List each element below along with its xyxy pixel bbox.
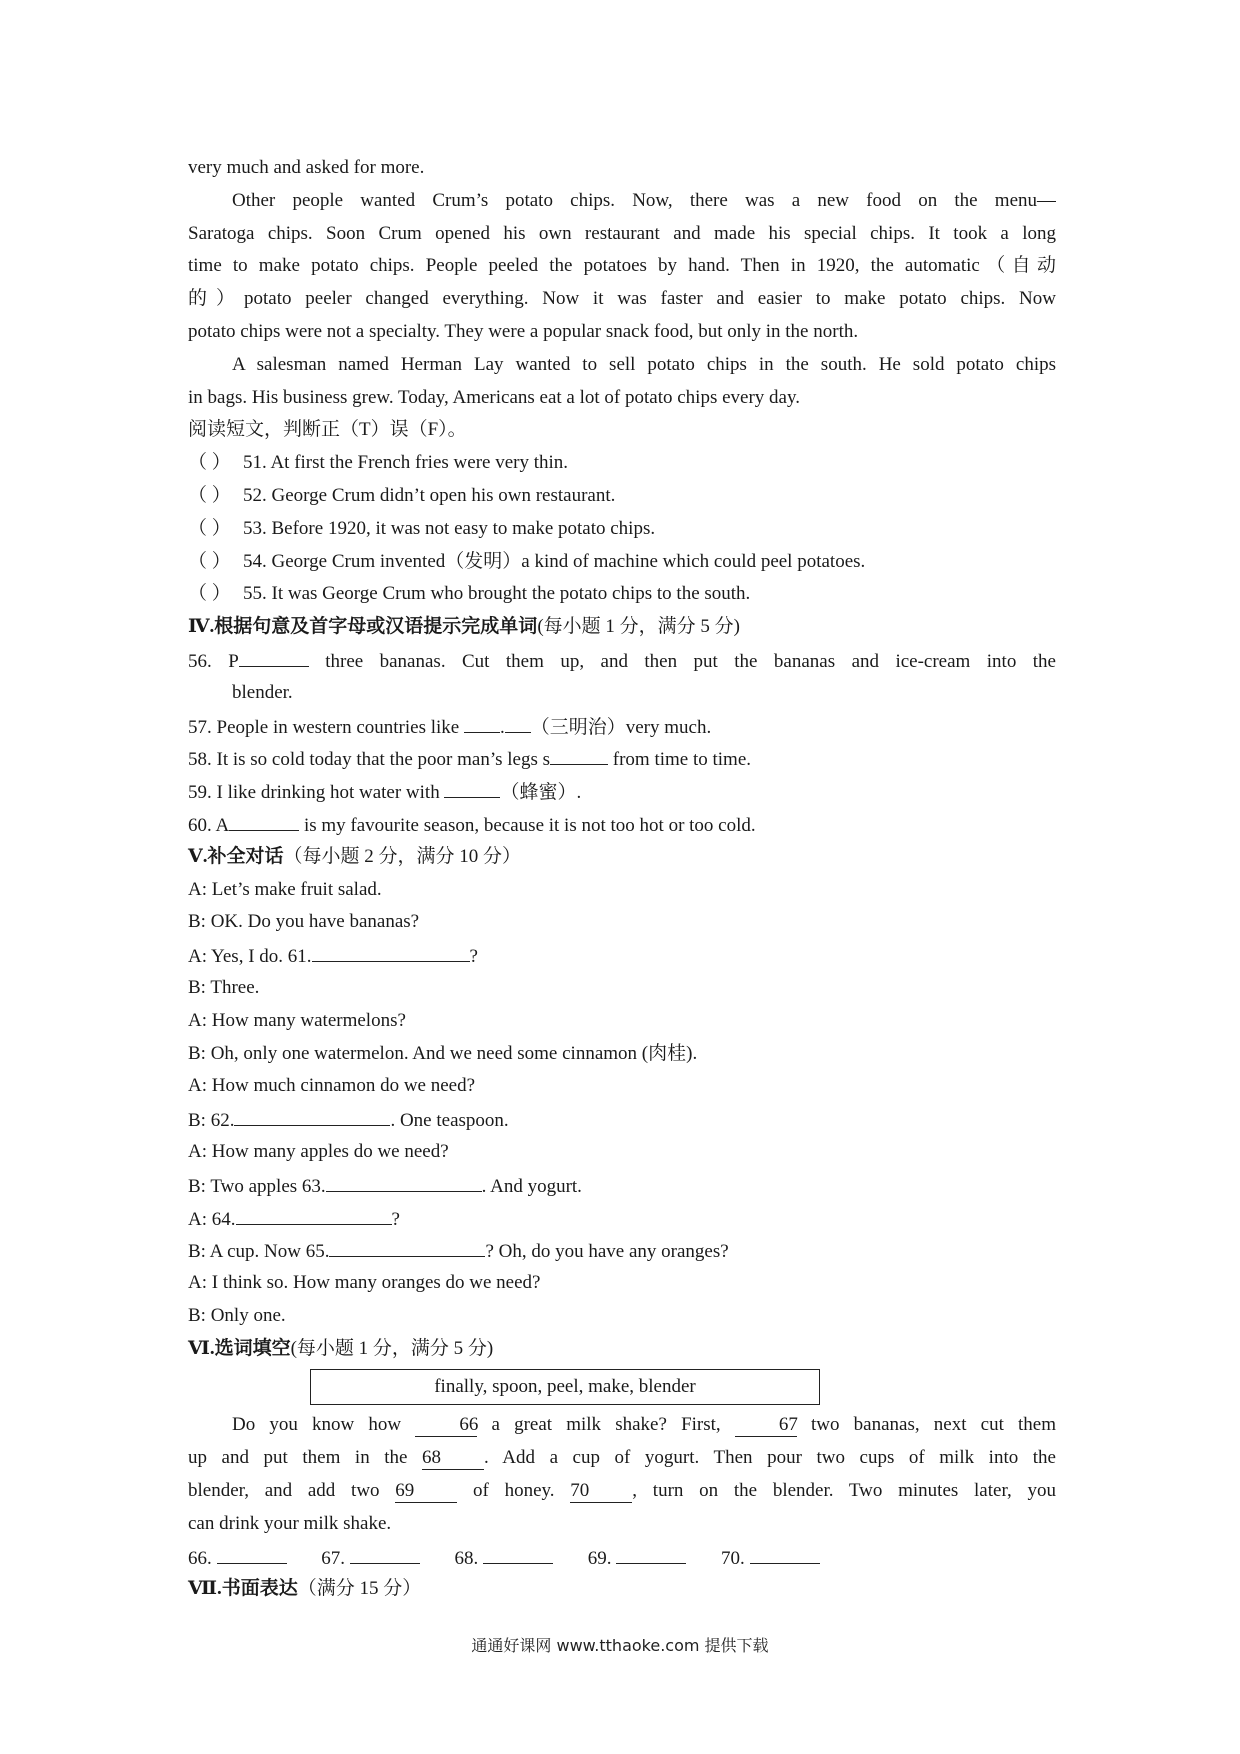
- tf-item: [188, 578, 1056, 611]
- passage-line: Other people wanted Crum’s potato chips. Now, there was a new food on the menu—: [232, 189, 1056, 211]
- question-56-cont: blender.: [232, 681, 293, 703]
- tf-question: 55. It was George Crum who brought the potato chips to the south.: [243, 583, 751, 605]
- answer-blank[interactable]: [217, 1541, 287, 1564]
- cloze-blank-67[interactable]: 67: [735, 1414, 797, 1437]
- cloze-line: [188, 1409, 1056, 1442]
- dialogue-text: ? Oh, do you have any oranges?: [485, 1241, 729, 1263]
- dialogue-text: ?: [391, 1208, 400, 1230]
- cloze-blank-69[interactable]: 69: [395, 1480, 457, 1503]
- tf-item: [188, 513, 1056, 546]
- dialogue-text: ?: [469, 946, 478, 968]
- dialogue-line: [188, 1202, 1056, 1235]
- dialogue-line: A: I think so. How many oranges do we need?: [188, 1272, 541, 1294]
- tf-item: [188, 447, 1056, 480]
- dialogue-line: B: Oh, only one watermelon. And we need some cinnamon (肉桂).: [188, 1042, 698, 1064]
- answer-blank[interactable]: [239, 644, 309, 667]
- question-60: [188, 808, 1056, 841]
- word-bank-box: finally, spoon, peel, make, blender: [310, 1369, 820, 1405]
- section-title: Ⅶ.书面表达: [188, 1578, 298, 1600]
- tf-instruction: 阅读短文，判断正（T）误（F）。: [188, 419, 467, 441]
- answer-blank[interactable]: [444, 775, 500, 798]
- dialogue-line: B: Only one.: [188, 1304, 286, 1326]
- answer-number: 66.: [188, 1547, 212, 1569]
- dialogue-line: A: How many apples do we need?: [188, 1140, 449, 1162]
- cloze-text: of honey.: [457, 1480, 571, 1502]
- dialogue-line: A: How many watermelons?: [188, 1009, 406, 1031]
- tf-item: [188, 546, 1056, 579]
- section-title: Ⅵ.选词填空: [188, 1337, 291, 1359]
- cloze-text: a great milk shake? First,: [477, 1414, 735, 1436]
- answer-blank[interactable]: [329, 1234, 485, 1257]
- passage-line: Saratoga chips. Soon Crum opened his own restaurant and made his special chips. It took a long: [188, 222, 1056, 244]
- dialogue-line: B: Three.: [188, 976, 260, 998]
- answer-blank[interactable]: [326, 1169, 482, 1192]
- answer-item: [721, 1541, 820, 1576]
- tf-question: 53. Before 1920, it was not easy to make potato chips.: [243, 517, 656, 539]
- answer-blank[interactable]: [350, 1541, 420, 1564]
- answer-paren[interactable]: （ ）: [188, 484, 231, 506]
- answer-blank[interactable]: [229, 808, 299, 831]
- section-heading: [188, 611, 1056, 644]
- question-56: [188, 644, 1056, 677]
- answer-blank[interactable]: [616, 1541, 686, 1564]
- cloze-blank-66[interactable]: 66: [415, 1414, 477, 1437]
- question-text: is my favourite season, because it is not too hot or too cold.: [299, 814, 756, 836]
- question-59: [188, 775, 1056, 808]
- tf-item: [188, 480, 1056, 513]
- section-note: （每小题 2 分，满分 10 分）: [283, 845, 522, 867]
- cloze-line: [188, 1442, 1056, 1475]
- answer-blank[interactable]: [234, 1103, 390, 1126]
- question-text: 58. It is so cold today that the poor man’s legs s: [188, 749, 551, 771]
- dialogue-text: A: Yes, I do. 61.: [188, 946, 312, 968]
- question-text: 57. People in western countries like: [188, 716, 464, 738]
- section-title: Ⅴ.补全对话: [188, 845, 284, 867]
- dialogue-text: B: A cup. Now 65.: [188, 1241, 330, 1263]
- section-heading: [188, 1573, 1056, 1606]
- cloze-text: blender, and add two: [188, 1480, 396, 1502]
- answer-paren[interactable]: （ ）: [188, 583, 231, 605]
- dialogue-line: A: How much cinnamon do we need?: [188, 1075, 476, 1097]
- question-text: 59. I like drinking hot water with: [188, 782, 445, 804]
- passage-line: potato chips were not a specialty. They were a popular snack food, but only in the north.: [188, 320, 859, 342]
- cloze-text: . Add a cup of yogurt. Then pour two cups of milk into the: [484, 1447, 1056, 1469]
- answer-paren[interactable]: （ ）: [188, 452, 231, 474]
- section-note: (每小题 1 分，满分 5 分): [537, 616, 740, 638]
- question-text: 56. P: [188, 650, 239, 672]
- dialogue-text: . One teaspoon.: [390, 1110, 509, 1132]
- dialogue-text: B: 62.: [188, 1110, 235, 1132]
- answer-blank[interactable]: [312, 939, 470, 962]
- answer-number: 69.: [587, 1547, 612, 1569]
- answer-item: [455, 1541, 554, 1576]
- answer-blank[interactable]: [464, 710, 500, 733]
- tf-question: 54. George Crum invented（发明）a kind of machine which could peel potatoes.: [243, 550, 866, 572]
- answer-blank[interactable]: [483, 1541, 553, 1564]
- answer-blank[interactable]: [750, 1541, 820, 1564]
- page-content: [188, 152, 1056, 1606]
- passage-line: A salesman named Herman Lay wanted to sell potato chips in the south. He sold potato chips: [232, 353, 1056, 375]
- answer-item: [588, 1541, 687, 1576]
- answer-row: [188, 1541, 1056, 1574]
- answer-paren[interactable]: （ ）: [188, 517, 231, 539]
- question-text: .: [499, 716, 505, 738]
- answer-number: 67.: [321, 1547, 345, 1569]
- dialogue-line: [188, 939, 1056, 972]
- answer-blank[interactable]: [505, 710, 531, 733]
- section-note: (每小题 1 分，满分 5 分): [290, 1337, 494, 1359]
- passage-line: in bags. His business grew. Today, Americans eat a lot of potato chips every day.: [188, 386, 800, 408]
- section-heading: [188, 1333, 1056, 1366]
- cloze-blank-70[interactable]: 70: [570, 1480, 632, 1503]
- answer-paren[interactable]: （ ）: [188, 550, 231, 572]
- passage-line: time to make potato chips. People peeled the potatoes by hand. Then in 1920, the automatic（自动: [188, 255, 1056, 277]
- answer-item: [188, 1541, 287, 1576]
- dialogue-line: [188, 1169, 1056, 1202]
- cloze-text: Do you know how: [232, 1414, 416, 1436]
- question-text: （蜂蜜）.: [500, 782, 582, 804]
- answer-item: [321, 1541, 420, 1576]
- dialogue-text: B: Two apples 63.: [188, 1175, 326, 1197]
- page-footer: 通通好课网 www.tthaoke.com 提供下载: [471, 1636, 769, 1655]
- section-note: （满分 15 分）: [297, 1578, 422, 1600]
- answer-number: 68.: [454, 1547, 479, 1569]
- tf-question: 51. At first the French fries were very thin.: [243, 452, 569, 474]
- passage-line: very much and asked for more.: [188, 157, 425, 178]
- dialogue-text: . And yogurt.: [481, 1175, 582, 1197]
- answer-number: 70.: [721, 1547, 745, 1569]
- cloze-text: , turn on the blender. Two minutes later, you: [632, 1480, 1056, 1502]
- cloze-line: [188, 1475, 1056, 1508]
- question-text: 60. A: [188, 814, 230, 836]
- question-57: [188, 710, 1056, 743]
- dialogue-line: [188, 1103, 1056, 1136]
- dialogue-text: A: 64.: [188, 1208, 236, 1230]
- dialogue-line: B: OK. Do you have bananas?: [188, 911, 420, 933]
- section-heading: [188, 841, 1056, 874]
- tf-question: 52. George Crum didn’t open his own restaurant.: [243, 484, 616, 506]
- question-text: three bananas. Cut them up, and then put the bananas and ice-cream into the: [308, 650, 1056, 672]
- section-title: Ⅳ.根据句意及首字母或汉语提示完成单词: [188, 616, 538, 638]
- answer-blank[interactable]: [550, 742, 608, 765]
- cloze-blank-68[interactable]: 68: [422, 1447, 484, 1470]
- question-58: [188, 742, 1056, 775]
- question-text: from time to time.: [608, 749, 752, 771]
- cloze-text: two bananas, next cut them: [796, 1414, 1056, 1436]
- passage-line: 的）potato peeler changed everything. Now it was faster and easier to make potato chips. Now: [188, 288, 1056, 310]
- answer-blank[interactable]: [236, 1202, 392, 1225]
- question-text: （三明治）very much.: [530, 716, 712, 738]
- dialogue-line: [188, 1234, 1056, 1267]
- cloze-line: can drink your milk shake.: [188, 1512, 392, 1534]
- cloze-text: up and put them in the: [188, 1447, 423, 1469]
- dialogue-line: A: Let’s make fruit salad.: [188, 878, 382, 900]
